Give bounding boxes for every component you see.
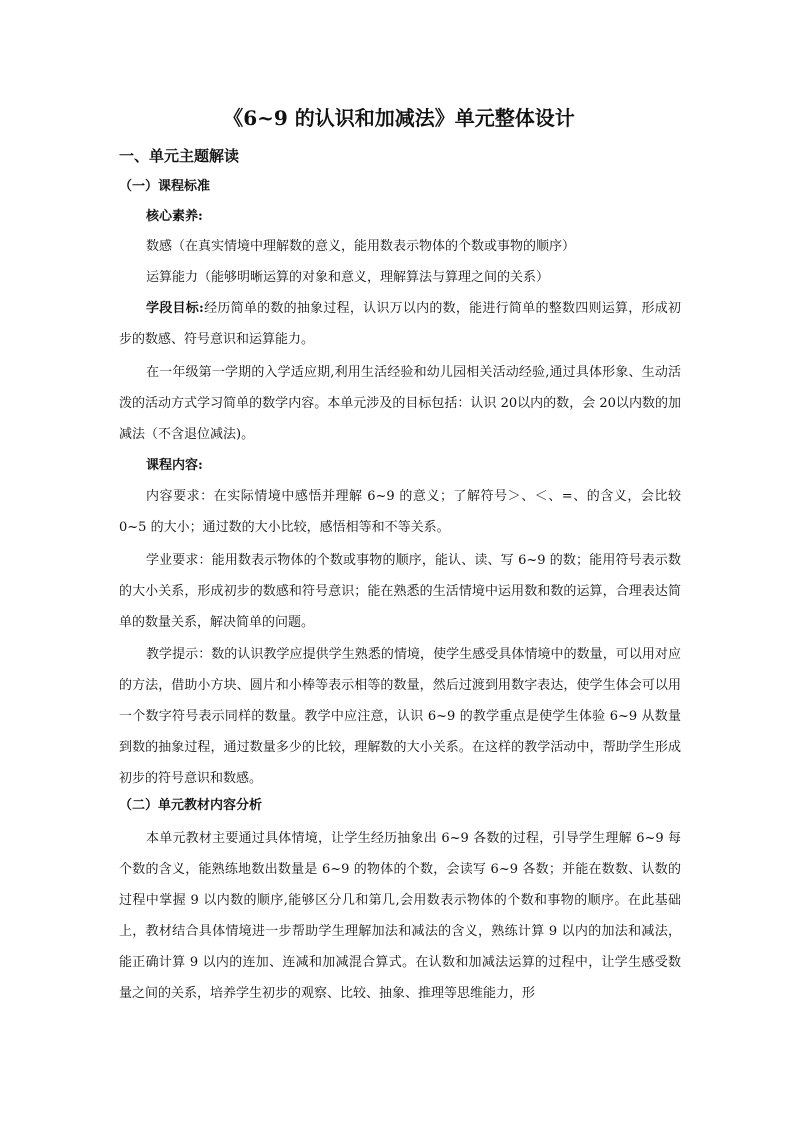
academic-requirement-paragraph: 学业要求：能用数表示物体的个数或事物的顺序，能认、读、写 6~9 的数；能用符号表示数的大小关系，形成初步的数感和符号意识；能在熟悉的生活情境中运用数和数的运算，合理表达简单的数量关系，解决简单的问题。 [119, 553, 681, 630]
material-analysis-paragraph: 本单元教材主要通过具体情境，让学生经历抽象出 6~9 各数的过程，引导学生理解 6~9 每个数的含义，能熟练地数出数量是 6~9 的物体的个数，会读写 6~9 各数；并能在数数、认数的过程中掌握 9 以内数的顺序,能够区分几和第几,会用数表示物体的个数和事物的顺序。在此基础上，教材结合具体情境进一步帮助学生理解加法和减法的含义，熟练计算 9 以内的加法和减法，能正确计算 9 以内的连加、连减和加减混合算式。在认数和加减法运算的过程中，让学生感受数量之间的关系，培养学生初步的观察、比较、抽象、推理等思维能力，形 [119, 831, 681, 1001]
document-title: 《6~9 的认识和加减法》单元整体设计 [223, 106, 575, 130]
number-sense-line: 数感（在真实情境中理解数的意义，能用数表示物体的个数或事物的顺序） [146, 239, 576, 254]
first-semester-paragraph: 在一年级第一学期的入学适应期,利用生活经验和幼儿园相关活动经验,通过具体形象、生动活泼的活动方式学习简单的数学内容。本单元涉及的目标包括：认识 20以内的数，会 20以内数的加减法（不含退位减法)。 [119, 365, 681, 442]
section-heading-unit-theme: 一、单元主题解读 [119, 147, 240, 165]
stage-goal-paragraph [119, 293, 681, 355]
subsection-heading-material-analysis: （二）单元教材内容分析 [119, 798, 263, 813]
stage-goal-label: 学段目标: [146, 301, 204, 316]
operation-ability-line: 运算能力（能够明晰运算的对象和意义，理解算法与算理之间的关系） [146, 270, 550, 285]
subsection-heading-curriculum-standard: （一）课程标准 [119, 179, 211, 194]
course-content-label: 课程内容: [146, 458, 203, 473]
core-literacy-label: 核心素养: [146, 209, 203, 224]
content-requirement-paragraph: 内容要求：在实际情境中感悟并理解 6~9 的意义；了解符号＞、＜、=、的含义，会比较 0~5 的大小；通过数的大小比较，感悟相等和不等关系。 [119, 489, 681, 535]
stage-goal-text: 经历简单的数的抽象过程，认识万以内的数，能进行简单的整数四则运算，形成初步的数感、符号意识和运算能力。 [119, 301, 681, 347]
teaching-tip-paragraph: 教学提示：数的认识教学应提供学生熟悉的情境，使学生感受具体情境中的数量，可以用对应的方法，借助小方块、圆片和小棒等表示相等的数量，然后过渡到用数字表达，使学生体会可以用一个数字符号表示同样的数量。教学中应注意，认识 6~9 的教学重点是使学生体验 6~9 从数量到数的抽象过程，通过数量多少的比较，理解数的大小关系。在这样的教学活动中，帮助学生形成初步的符号意识和数感。 [119, 647, 681, 786]
